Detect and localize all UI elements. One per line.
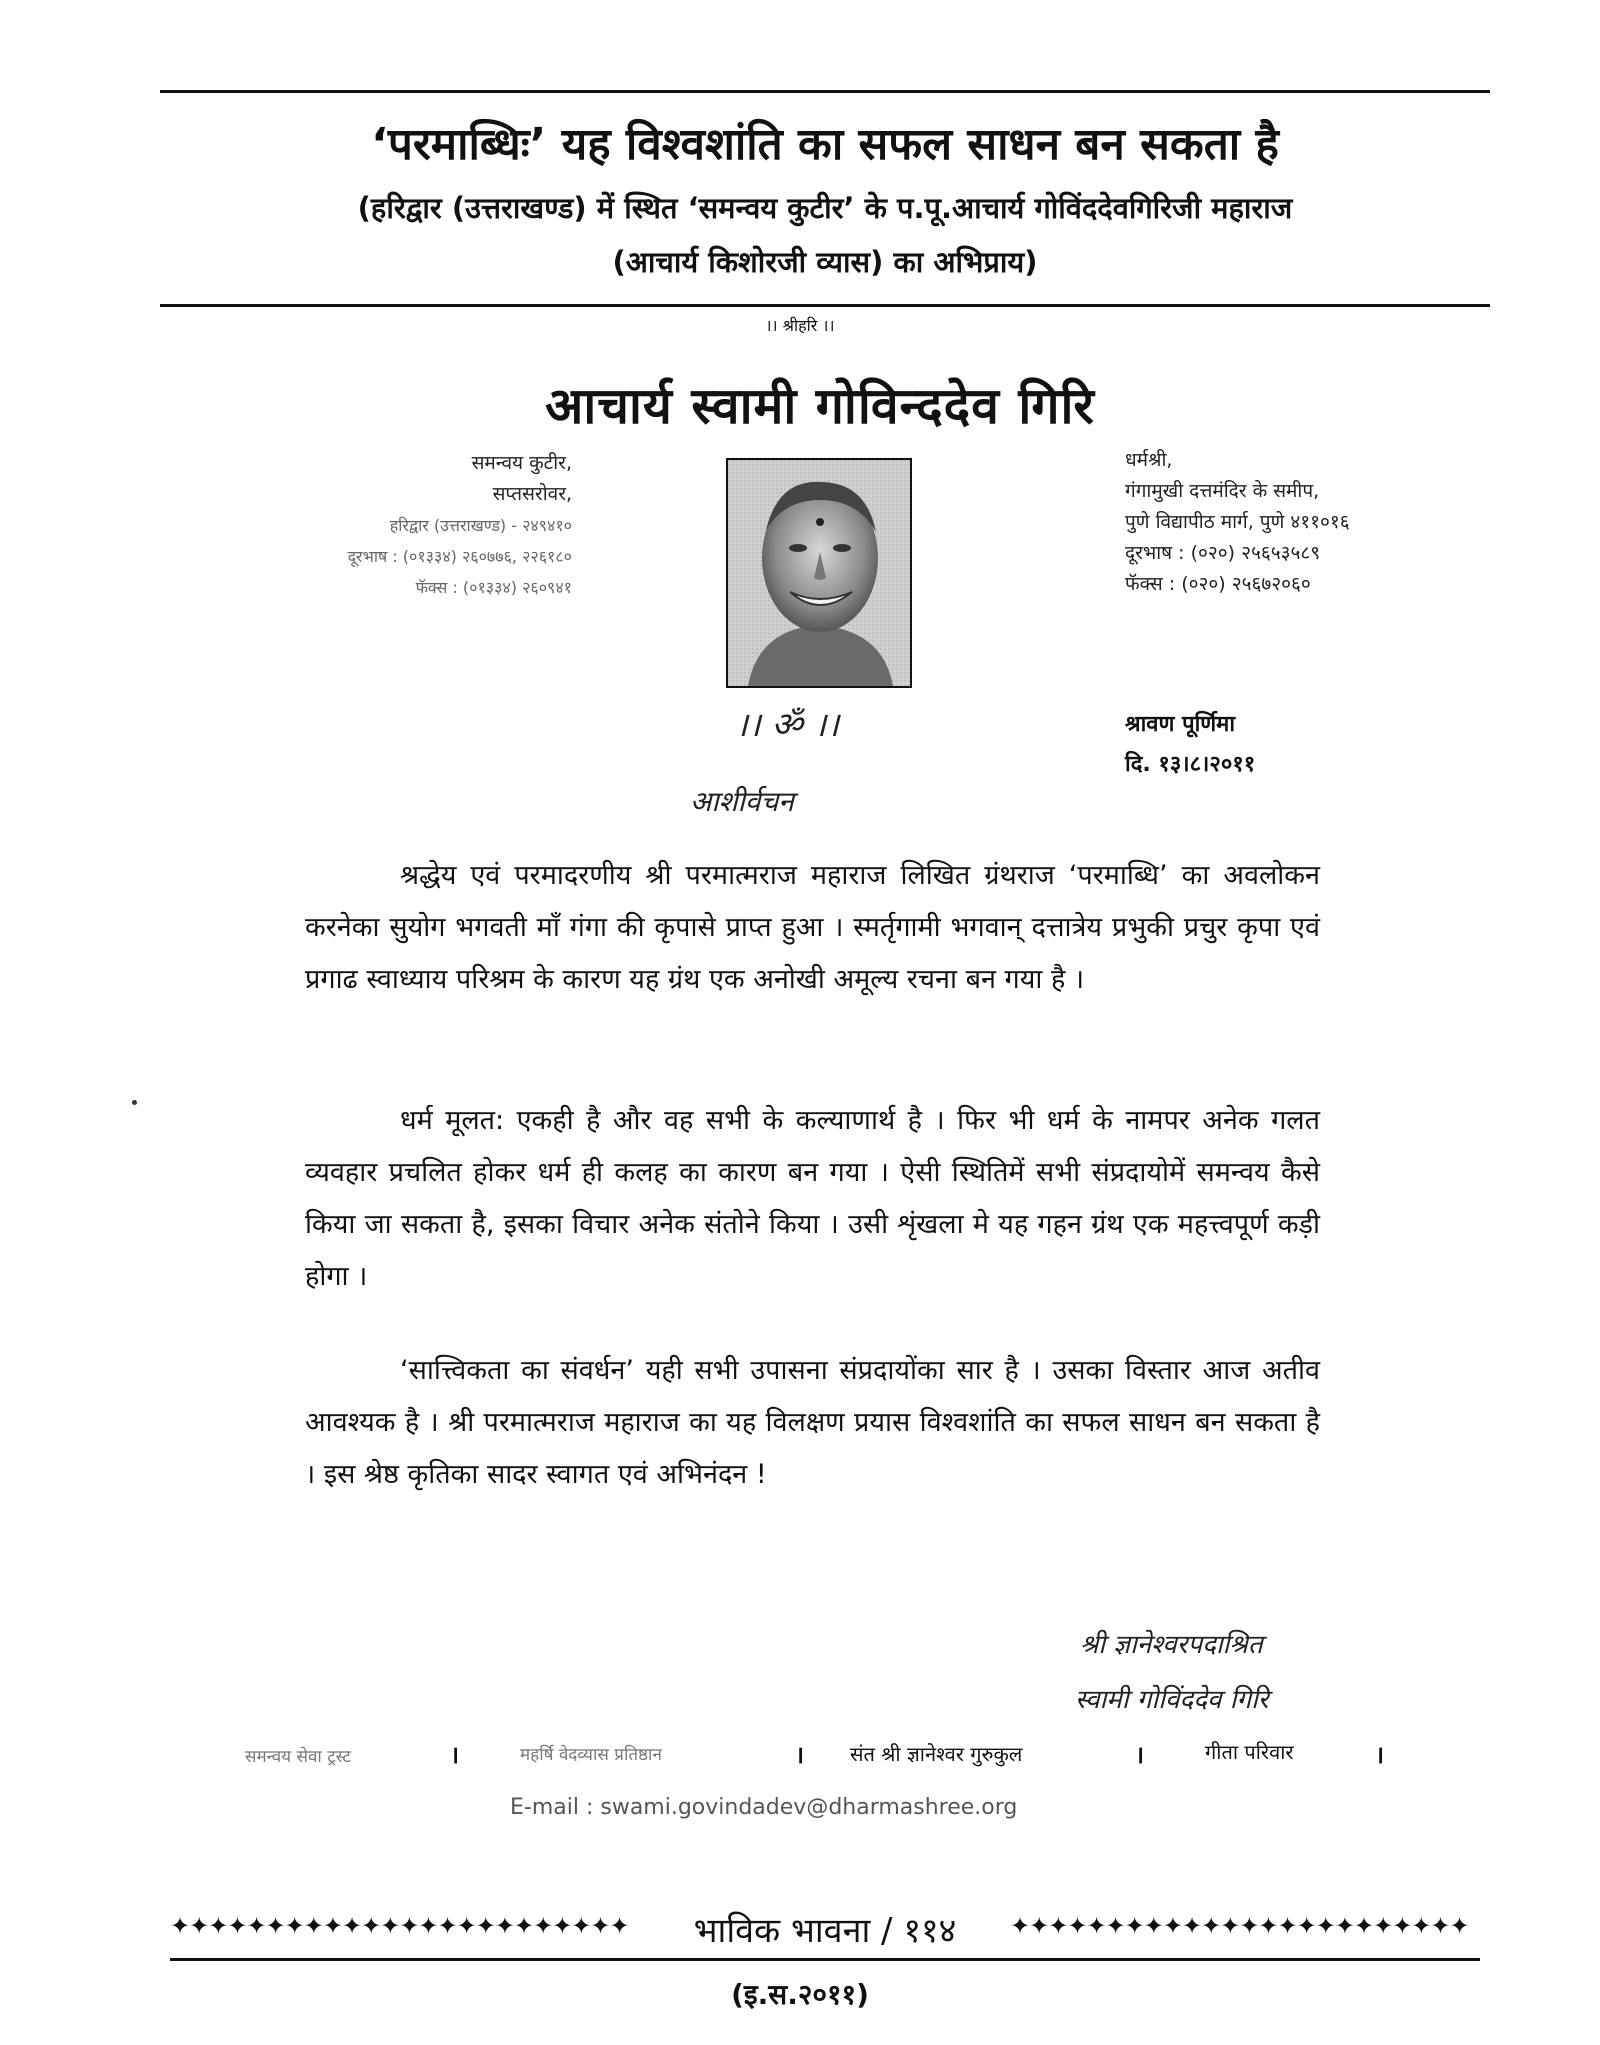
- right-address-line: पुणे विद्यापीठ मार्ग, पुणे ४११०१६: [1125, 511, 1350, 533]
- right-address-line: गंगामुखी दत्तमंदिर के समीप,: [1125, 480, 1320, 502]
- star-border-right: ✦✦✦✦✦✦✦✦✦✦✦✦✦✦✦✦✦✦✦✦✦✦✦✦: [1010, 1912, 1469, 1940]
- stray-mark: [132, 1100, 137, 1105]
- date-block: [1125, 705, 1255, 785]
- right-address: [1125, 445, 1485, 600]
- paragraph-text: धर्म मूलत: एकही है और वह सभी के कल्याणार्थ है । फिर भी धर्म के नामपर अनेक गलत व्यवहार प्रचलित होकर धर्म ही कलह का कारण बन गया । ऐसी स्थितिमें सभी संप्रदायोमें समन्वय कैसे किया जा सकता है, इसका विचार अनेक संतोने किया । उसी शृंखला मे यह गहन ग्रंथ एक महत्त्वपूर्ण कड़ी होगा ।: [305, 1105, 1320, 1292]
- signature-line-2: स्वामी गोविंददेव गिरि: [1075, 1685, 1269, 1715]
- portrait-icon: [728, 460, 910, 686]
- page-label: भाविक भावना / ११४: [693, 1911, 957, 1951]
- star-border-left: ✦✦✦✦✦✦✦✦✦✦✦✦✦✦✦✦✦✦✦✦✦✦✦✦: [170, 1912, 629, 1940]
- date-value: दि. १३।८।२०११: [1125, 752, 1256, 777]
- date-occasion: श्रावण पूर्णिमा: [1125, 712, 1236, 737]
- footer-email: E-mail : swami.govindadev@dharmashree.org: [510, 1795, 1018, 1820]
- subtitle-line-2: (आचार्य किशोरजी व्यास) का अभिप्राय): [612, 245, 1038, 279]
- footer-org: समन्वय सेवा ट्रस्ट: [245, 1747, 351, 1767]
- left-address-line: सप्तसरोवर,: [492, 483, 572, 505]
- footer-separator: ।: [1135, 1741, 1145, 1769]
- portrait-photo: [726, 458, 912, 688]
- footer-org: संत श्री ज्ञानेश्वर गुरुकुल: [850, 1742, 1023, 1766]
- letterhead-name: आचार्य स्वामी गोविन्ददेव गिरि: [545, 377, 1095, 435]
- handwritten-blessing: आशीर्वचन: [690, 785, 794, 818]
- body-paragraph-3: [305, 1345, 1320, 1501]
- body-paragraph-1: [305, 850, 1320, 1006]
- page-year: (इ.स.२०११): [731, 1978, 869, 2011]
- left-address-line: समन्वय कुटीर,: [471, 452, 572, 474]
- left-address-line: दूरभाष : (०१३३४) २६०७७६, २२६१८०: [347, 547, 572, 566]
- footer-org: गीता परिवार: [1205, 1740, 1294, 1764]
- header-rule: [160, 304, 1490, 307]
- footer-orgs: [230, 1738, 1410, 1774]
- page-title: ‘परमाब्धिः’ यह विश्वशांति का सफल साधन बन सकता है: [371, 119, 1279, 170]
- footer-separator: ।: [795, 1741, 805, 1769]
- top-rule: [160, 90, 1490, 93]
- footer-separator: ।: [450, 1741, 460, 1769]
- left-address: [152, 448, 572, 603]
- left-address-line: हरिद्वार (उत्तराखण्ड) - २४९४१०: [389, 516, 572, 535]
- body-paragraph-2: [305, 1095, 1320, 1303]
- footer-separator: ।: [1375, 1741, 1385, 1769]
- signature-line-1: श्री ज्ञानेश्वरपदाश्रित: [1080, 1630, 1263, 1660]
- paragraph-text: ‘सात्त्विकता का संवर्धन’ यही सभी उपासना संप्रदायोंका सार है । उसका विस्तार आज अतीव आवश्यक है । श्री परमात्मराज महाराज का यह विलक्षण प्रयास विश्वशांति का सफल साधन बन सकता है । इस श्रेष्ठ कृतिका सादर स्वागत एवं अभिनंदन !: [305, 1355, 1320, 1490]
- page-footer-band: [170, 1912, 1480, 1954]
- right-address-line: फॅक्स : (०२०) २५६७२०६०: [1125, 573, 1311, 595]
- left-address-line: फॅक्स : (०१३३४) २६०९४१: [415, 578, 572, 597]
- handwritten-om: ।। ॐ ।।: [735, 705, 840, 745]
- paragraph-text: श्रद्धेय एवं परमादरणीय श्री परमात्मराज महाराज लिखित ग्रंथराज ‘परमाब्धि’ का अवलोकन करनेका सुयोग भगवती माँ गंगा की कृपासे प्राप्त हुआ । स्मर्तृगामी भगवान् दत्तात्रेय प्रभुकी प्रचुर कृपा एवं प्रगाढ स्वाध्याय परिश्रम के कारण यह ग्रंथ एक अनोखी अमूल्य रचना बन गया है ।: [305, 860, 1320, 995]
- footer-rule: [170, 1958, 1480, 1961]
- invocation: ।। श्रीहरि ।।: [765, 316, 835, 335]
- subtitle-line-1: (हरिद्वार (उत्तराखण्ड) में स्थित ‘समन्वय कुटीर’ के प.पू.आचार्य गोविंददेवगिरिजी महाराज: [357, 191, 1293, 225]
- right-address-line: दूरभाष : (०२०) २५६५३५८९: [1125, 542, 1321, 564]
- right-address-line: धर्मश्री,: [1125, 449, 1173, 471]
- footer-org: महर्षि वेदव्यास प्रतिष्ठान: [520, 1745, 662, 1765]
